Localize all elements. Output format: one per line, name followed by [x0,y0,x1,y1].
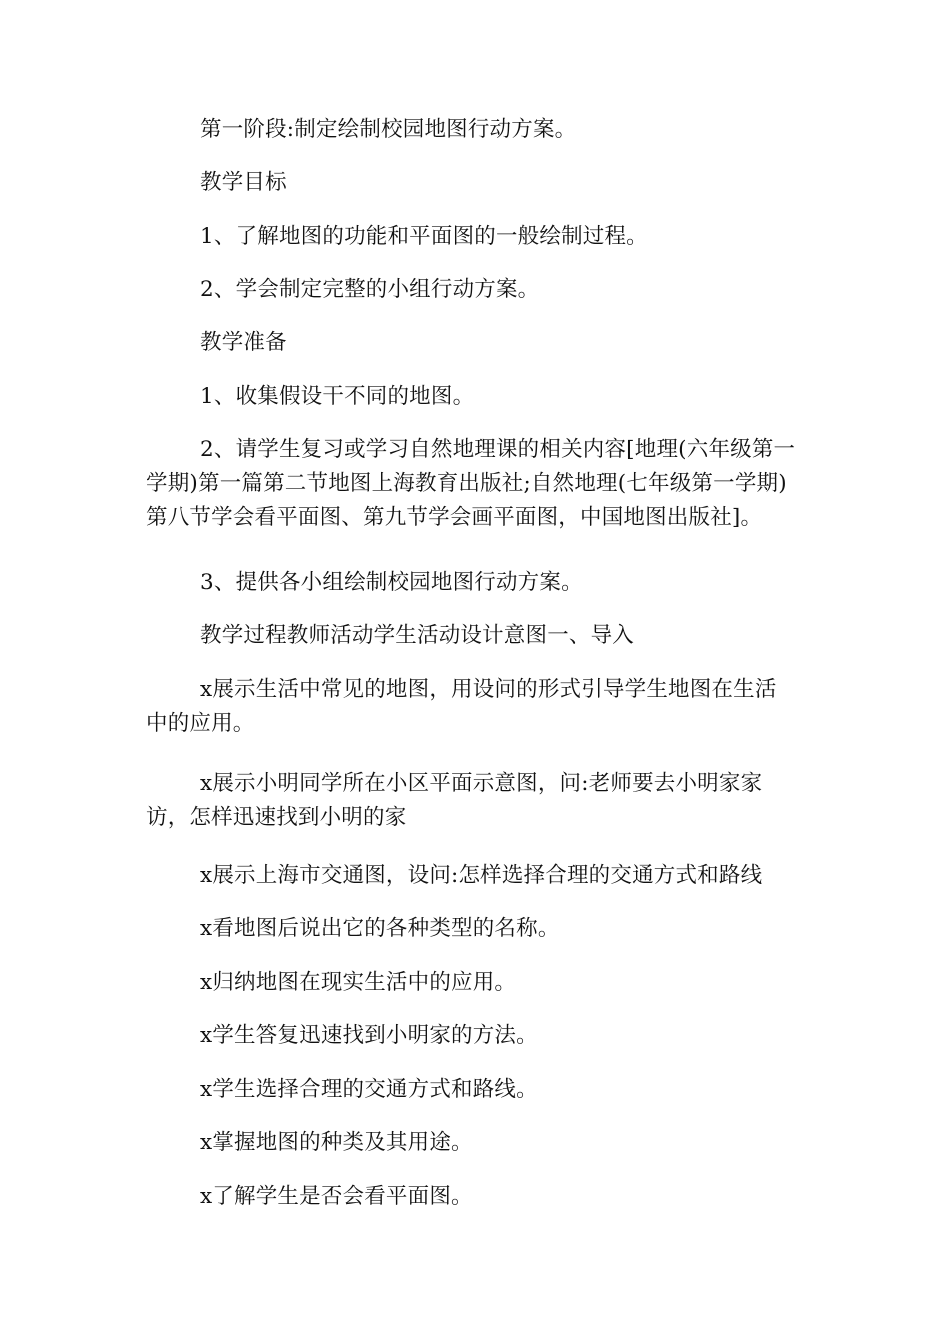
process-item: x展示生活中常见的地图，用设问的形式引导学生地图在生活中的应用。 [146,677,777,736]
process-item: x看地图后说出它的各种类型的名称。 [200,916,560,941]
preparation-item-2: 2、请学生复习或学习自然地理课的相关内容[地理(六年级第一学期)第一篇第二节地图上海教育出版社;自然地理(七年级第一学期)第八节学会看平面图、第九节学会画平面图，中国地图出版社]。 [146,437,796,530]
process-item: x学生选择合理的交通方式和路线。 [200,1077,538,1102]
process-item: x归纳地图在现实生活中的应用。 [200,970,517,995]
section-heading-preparation: 教学准备 [200,330,287,355]
process-item: x展示小明同学所在小区平面示意图，问:老师要去小明家家访，怎样迅速找到小明的家 [146,771,763,830]
process-item: x展示上海市交通图，设问:怎样选择合理的交通方式和路线 [200,863,763,888]
section-heading-process: 教学过程教师活动学生活动设计意图一、导入 [200,623,635,648]
process-item: x了解学生是否会看平面图。 [200,1184,473,1209]
objective-item-1: 1、了解地图的功能和平面图的一般绘制过程。 [200,224,648,249]
preparation-item-1: 1、收集假设干不同的地图。 [200,384,475,409]
process-item: x掌握地图的种类及其用途。 [200,1130,473,1155]
preparation-item-3: 3、提供各小组绘制校园地图行动方案。 [200,570,583,595]
process-item: x学生答复迅速找到小明家的方法。 [200,1023,538,1048]
phase-heading: 第一阶段:制定绘制校园地图行动方案。 [200,117,577,142]
objective-item-2: 2、学会制定完整的小组行动方案。 [200,277,540,302]
section-heading-objectives: 教学目标 [200,170,287,195]
